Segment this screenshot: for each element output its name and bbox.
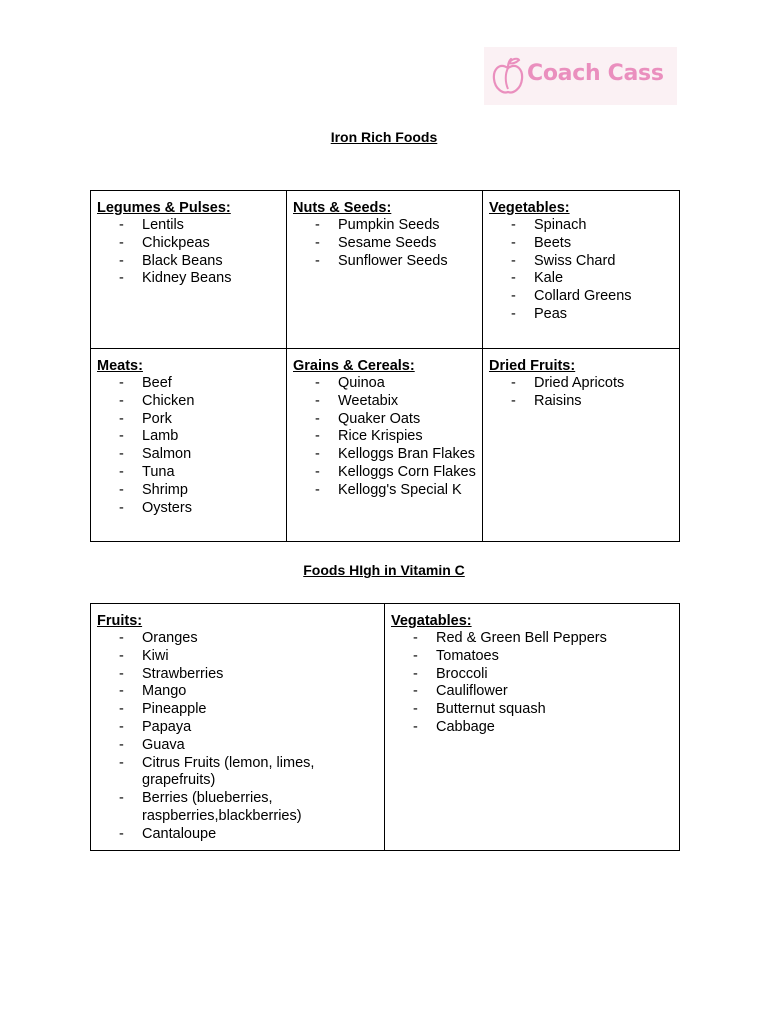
item-text: - Sunflower Seeds (338, 252, 448, 269)
item-text: - Kelloggs Corn Flakes (338, 463, 476, 480)
item-list (97, 630, 379, 844)
iron-row (91, 191, 680, 349)
list-item (489, 253, 674, 271)
item-text: - Chicken (142, 392, 195, 409)
item-text: - Chickpeas (142, 234, 210, 251)
coach-cass-logo (484, 47, 677, 105)
list-item (391, 719, 674, 737)
item-text: - Oranges (142, 630, 198, 646)
item-text: - Butternut squash (436, 701, 546, 718)
list-item (97, 500, 281, 518)
list-item (97, 630, 379, 648)
list-item (391, 666, 674, 684)
item-text: - Quaker Oats (338, 410, 421, 427)
list-item (293, 482, 477, 500)
item-text: - Pork (142, 410, 172, 427)
item-text: - Spinach (534, 217, 587, 233)
item-text: - Mango (142, 683, 187, 700)
category-cell (385, 604, 680, 851)
item-text: - Tomatoes (436, 647, 499, 664)
item-text: - Citrus Fruits (lemon, limes, grapefruits) (142, 754, 315, 789)
list-item (97, 482, 281, 500)
list-item (293, 375, 477, 393)
vitamin-c-row (91, 604, 680, 851)
category-cell (287, 191, 483, 349)
vitamin-c-section-title: Foods HIgh in Vitamin C (303, 562, 465, 578)
item-text: - Cantaloupe (142, 825, 217, 842)
item-text: - Quinoa (338, 375, 385, 391)
item-text: - Salmon (142, 446, 192, 463)
category-title: Meats: (97, 358, 143, 374)
list-item (293, 393, 477, 411)
list-item (97, 375, 281, 393)
item-text: - Collard Greens (534, 288, 632, 305)
list-item (293, 217, 477, 235)
list-item (391, 648, 674, 666)
iron-row (91, 349, 680, 542)
category-cell (483, 349, 680, 542)
list-item (97, 393, 281, 411)
list-item (97, 790, 379, 826)
item-text: - Rice Krispies (338, 428, 423, 445)
list-item (391, 630, 674, 648)
list-item (97, 235, 281, 253)
list-item (97, 683, 379, 701)
category-cell (91, 604, 385, 851)
list-item (97, 666, 379, 684)
list-item (293, 428, 477, 446)
list-item (489, 393, 674, 411)
logo-text: Coach Cass (527, 61, 664, 86)
list-item (97, 446, 281, 464)
item-text: - Pineapple (142, 701, 207, 718)
list-item (293, 411, 477, 429)
peach-icon (491, 56, 525, 96)
item-text: - Beef (142, 375, 172, 391)
item-text: - Red & Green Bell Peppers (436, 630, 607, 646)
list-item (97, 719, 379, 737)
iron-table (90, 190, 680, 542)
item-text: - Raisins (534, 392, 582, 409)
item-list (489, 217, 674, 324)
category-title: Grains & Cereals: (293, 358, 415, 374)
item-text: - Oysters (142, 499, 192, 516)
category-title: Dried Fruits: (489, 358, 576, 374)
list-item (97, 270, 281, 288)
item-text: - Lamb (142, 428, 179, 445)
list-item (489, 306, 674, 324)
item-text: - Cabbage (436, 718, 495, 735)
category-cell (91, 349, 287, 542)
list-item (489, 235, 674, 253)
list-item (97, 464, 281, 482)
list-item (97, 755, 379, 791)
list-item (97, 428, 281, 446)
item-list (97, 375, 281, 517)
list-item (97, 737, 379, 755)
item-text: - Beets (534, 234, 572, 251)
list-item (97, 826, 379, 844)
list-item (97, 411, 281, 429)
item-text: - Berries (blueberries, raspberries,blackberries) (142, 790, 302, 824)
list-item (489, 375, 674, 393)
category-cell (483, 191, 680, 349)
item-text: - Kale (534, 270, 564, 287)
list-item (293, 235, 477, 253)
category-title: Nuts & Seeds: (293, 200, 392, 216)
list-item (97, 217, 281, 235)
list-item (489, 217, 674, 235)
item-list (489, 375, 674, 411)
item-text: - Sesame Seeds (338, 234, 437, 251)
item-list (97, 217, 281, 288)
item-text: - Cauliflower (436, 683, 508, 700)
item-text: - Kelloggs Bran Flakes (338, 446, 476, 463)
item-list (293, 375, 477, 500)
list-item (293, 464, 477, 482)
list-item (489, 270, 674, 288)
list-item (391, 701, 674, 719)
item-text: - Shrimp (142, 481, 188, 498)
list-item (293, 253, 477, 271)
item-text: - Kellogg's Special K (338, 481, 462, 498)
item-text: - Kidney Beans (142, 270, 232, 287)
item-text: - Weetabix (338, 392, 399, 409)
list-item (97, 648, 379, 666)
item-text: - Dried Apricots (534, 375, 625, 391)
item-text: - Broccoli (436, 665, 488, 682)
item-text: - Pumpkin Seeds (338, 217, 440, 233)
category-title: Vegetables: (489, 200, 570, 216)
item-text: - Kiwi (142, 647, 169, 664)
item-text: - Papaya (142, 718, 192, 735)
list-item (489, 288, 674, 306)
category-title: Fruits: (97, 613, 143, 629)
iron-section-title: Iron Rich Foods (330, 129, 438, 145)
item-text: - Guava (142, 736, 185, 753)
category-title: Vegatables: (391, 613, 472, 629)
item-list (293, 217, 477, 270)
category-cell (287, 349, 483, 542)
vitamin-c-table (90, 603, 680, 851)
item-list (391, 630, 674, 737)
list-item (391, 683, 674, 701)
list-item (97, 701, 379, 719)
category-title: Legumes & Pulses: (97, 200, 231, 216)
item-text: - Peas (534, 305, 568, 322)
item-text: - Strawberries (142, 665, 224, 682)
category-cell (91, 191, 287, 349)
list-item (97, 253, 281, 271)
item-text: - Lentils (142, 217, 184, 233)
list-item (293, 446, 477, 464)
item-text: - Tuna (142, 463, 175, 480)
item-text: - Swiss Chard (534, 252, 616, 269)
item-text: - Black Beans (142, 252, 223, 269)
